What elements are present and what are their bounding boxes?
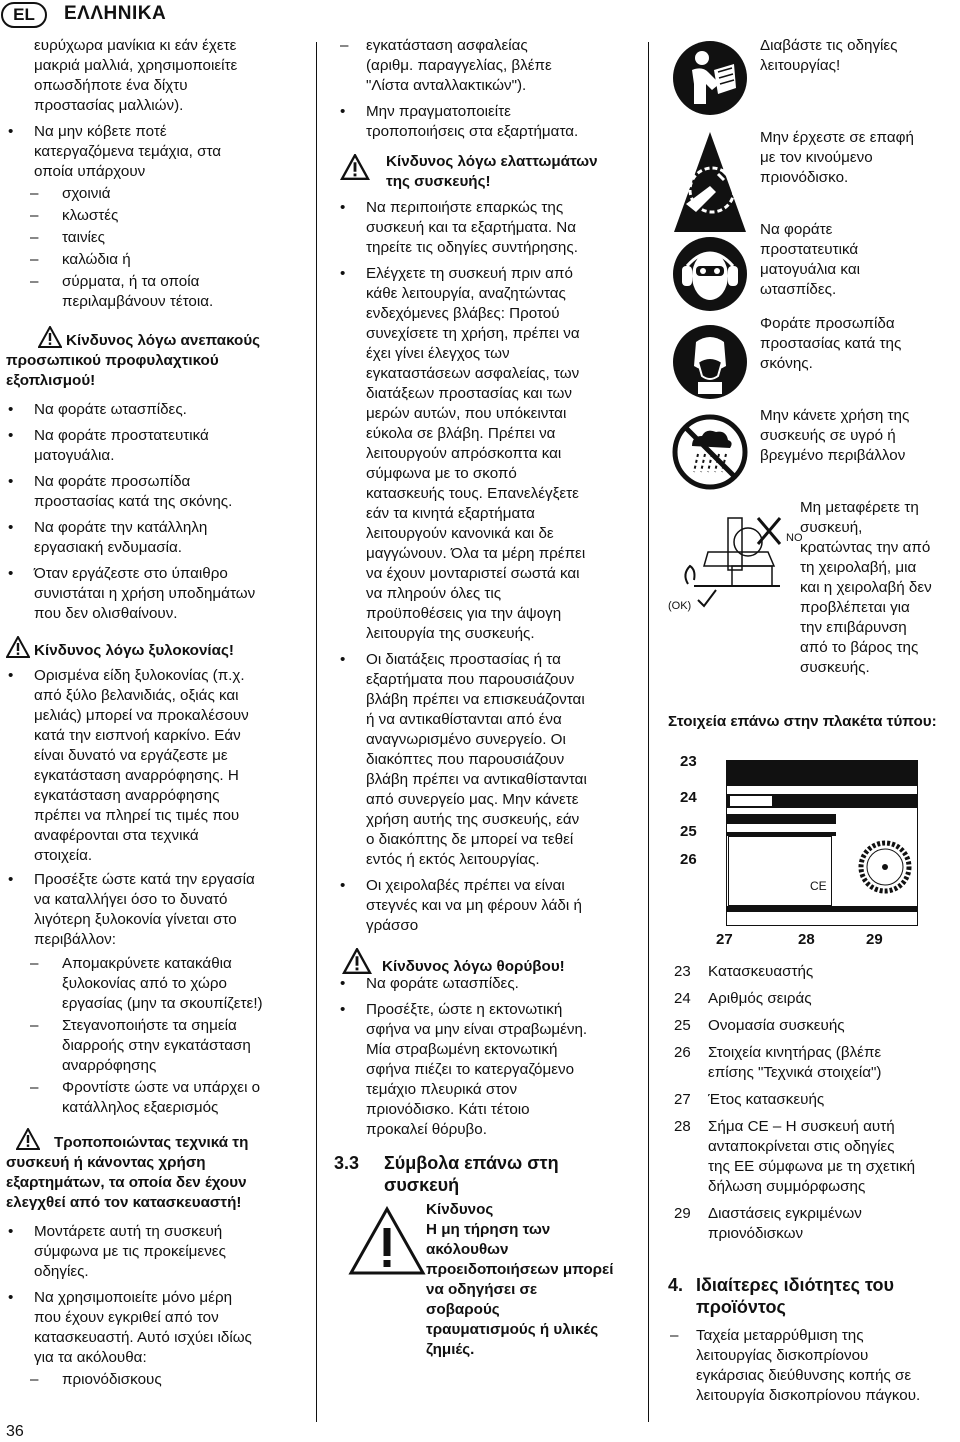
warning-ppe: Κίνδυνος λόγω ανεπακούς προσωπικού προφυλαχτικού εξοπλισμού! [6,326,260,391]
warning-defects: Κίνδυνος λόγω ελαττωμάτων της συσκευής! [338,152,598,192]
plate-num-27: 27 [716,931,733,948]
bullet-no-modification: • Μην πραγματοποιείτε τροποποιήσεις στα εξαρτήματα. [338,102,578,142]
warning-triangle-icon [342,948,372,974]
plate-num-24: 24 [680,789,697,806]
dust-mask-icon [672,324,748,400]
noise-list: • Να φοράτε ωτασπίδες. • Προσέξτε, ώστε η εκτονωτική σφήνα να μην είναι στραβωμένη. Μία στραβωμένη εκτονωτική σφήνα πιέζει το κατεργαζόμενο τεμάχιο πλευρικά στον πριονόδισκο. Κάτι τέτοιο προκαλεί θόρυβο. [338,974,587,1140]
blade-contact-icon [672,128,748,236]
symbol-goggles-text: Να φοράτε προστατευτικά ματογυάλια και ωτασπίδες. [760,221,860,298]
dust-bullet-2: • Προσέξτε ώστε κατά την εργασία να καταλλήγει όσο το δυνατό λιγότερη ξυλοκονία γίνεται στο περιβάλλον: – Απομακρύνετε κατακάθια ξυλοκονίας από το χώρο εργασίας (μην τα σκουπίζετε!) – Στεγανοποιήστε τα σημεία διαρροής στην εγκατάσταση αναρρόφησης – Φροντίστε ώστε να υπάρχει ο κατάλληλος εξαερισμός [6,870,263,1118]
section-4-dash: – Ταχεία μεταρρύθμιση της λειτουργίας δισκοπρίονου εγκάρσιας διεύθυνσης κοπής σε λειτουργία δισκοπρίονου πάγκου. [668,1326,920,1406]
ok-label: (OK) [668,600,692,612]
plate-num-25: 25 [680,823,697,840]
language-title: ΕΛΛΗΝΙΚΑ [64,3,167,24]
symbol-blade-text: Μην έρχεστε σε επαφή με τον κινούμενο πριονόδισκο. [760,129,914,186]
danger-triangle-icon [348,1206,426,1276]
read-manual-icon [672,40,748,116]
no-label: NO [786,532,803,544]
page-number: 36 [6,1423,24,1440]
defect-list: • Να περιποιήστε επαρκώς της συσκευή και τα εξαρτήματα. Να τηρείτε τις οδηγίες συντήρησης. • Ελέγχετε τη συσκευή πριν από κάθε λειτουργία, αναζητώντας ενδεχόμενες βλάβες: Προτού συνεχίσετε τη χρήση, πρέπει να έχει γίνει έλεγχος των εγκαταστάσεων ασφαλείας, των διατάξεων προστασίας και των μερών αυτών, που υπόκεινται εύκολα σε βλάβη. Πρέπει να λειτουργούν απρόσκοπτα και σύμφωνα με το σκοπό κατασκευής τους. Επανελέγξετε εάν τα κινητά εξαρτήματα λειτουργούν κανονικά και δε μαγγώνουν. Όλα τα μέρη πρέπει να έχουν μονταριστεί σωστά και να πληρούν όλες τις προϋποθέσεις για την άψογη λειτουργία της συσκευής. • Οι διατάξεις προστασίας ή τα εξαρτήματα που παρουσιάζουν βλάβη πρέπει να επισκευάζονται ή να αντικαθίστανται από ένα αναγνωρισμένο συνεργείο. Οι διακόπτες που παρουσιάζουν βλάβη πρέπει να αντικαθίστανται από συνεργείο μας. Μην κάνετε χρήση αυτής της συσκευής, εάν ο διακόπτης δε μπορεί να τεθεί εντός ή εκτός λειτουργίας. • Οι χειρολαβές πρέπει να είναι στεγνές και να μη φέρουν λάδι ή γράσσο [338,198,587,936]
warning-triangle-icon [6,636,30,658]
column-divider-2 [648,42,649,1422]
section-4-heading: 4. Ιδιαίτερες ιδιότητες του προϊόντος [668,1275,894,1317]
column-divider-1 [316,42,317,1422]
saw-blade-icon [858,840,912,894]
no-rain-icon [672,414,748,490]
plate-bar-manufacturer [726,760,918,786]
symbol-rain-text: Μην κάνετε χρήση της συσκευής σε υγρό ή βρεγμένο περιβάλλον [760,407,910,464]
carry-handle-icon [668,504,798,608]
page-header [0,0,960,30]
danger-notice: Κίνδυνος Η μη τήρηση των ακόλουθων προειδοποιήσεων μπορεί να οδηγήσει σε σοβαρούς τραυματισμούς ή υλικές ζημιές. [426,1201,614,1358]
goggles-earmuffs-icon [672,236,748,312]
language-badge: EL [1,2,47,28]
modification-list: • Μοντάρετε αυτή τη συσκευή σύμφωνα με τις προκείμενες οδηγίες. • Να χρησιμοποιείτε μόνο μέρη που έχουν εγκριθεί από τον κατασκευαστή. Αυτό ισχύει ιδίως για τα ακόλουθα: – πριονόδισκους [6,1222,252,1390]
plate-num-26: 26 [680,851,697,868]
plate-bar-name [726,814,836,824]
symbol-mask-text: Φοράτε προσωπίδα προστασίας κατά της σκόνης. [760,315,902,372]
symbol-read-text: Διαβάστε τις οδηγίες λειτουργίας! [760,37,898,74]
ce-mark: CE [810,879,827,893]
warning-triangle-icon [38,326,62,348]
warning-noise: Κίνδυνος λόγω θορύβου! [338,948,565,977]
warning-triangle-icon [16,1128,40,1150]
safety-device-dash: – εγκατάσταση ασφαλείας (αριθμ. παραγγελίας, βλέπε "Λίστα ανταλλακτικών"). [338,36,552,96]
bullet-cut: • Να μην κόβετε ποτέ κατεργαζόμενα τεμάχια, στα οποία υπάρχουν – σχοινιά – κλωστές – ταινίες – καλώδια ή – σύρματα, ή τα οποία περιλαμβάνουν τέτοια. [6,122,221,312]
warning-triangle-icon [340,154,370,180]
plate-num-23: 23 [680,753,697,770]
dust-bullet-1: • Ορισμένα είδη ξυλοκονίας (π.χ. από ξύλο βελανιδιάς, οξιάς και μελιάς) μπορεί να προκαλέσουν κατά την εισπνοή καρκίνο. Εάν είναι δυνατό να εργάζεστε με εγκατάσταση αναρρόφησης. Η εγκατάσταση αναρρόφησης πρέπει να πληρεί τις τιμές που αναφέρονται στα τεχνικά στοιχεία. [6,666,249,866]
symbol-carry-text: Μη μεταφέρετε τη συσκευή, κρατώντας την από τη χειρολαβή, μια και η χειρολαβή δεν προβλέπεται για την επιβάρυνση από το βάρος της συσκευής. [800,499,932,676]
plate-num-28: 28 [798,931,815,948]
ppe-list: • Να φοράτε ωτασπίδες. • Να φοράτε προστατευτικά ματογυάλια. • Να φοράτε προσωπίδα προστασίας κατά της σκόνης. • Να φοράτε την κατάλληλη εργασιακή ενδυμασία. • Όταν εργάζεστε στο ύπαιθρο συνιστάται η χρήση υποδημάτων που δεν ολισθαίνουν. [6,400,255,624]
plate-num-29: 29 [866,931,883,948]
section-3-3-heading: 3.3 Σύμβολα επάνω στη συσκευή [334,1153,559,1195]
intro-paragraph: ευρύχωρα μανίκια κι εάν έχετε μακριά μαλλιά, χρησιμοποιείτε οπωσδήποτε ένα δίχτυ προστασίας μαλλιών). [34,37,238,114]
warning-dust: Κίνδυνος λόγω ξυλοκονίας! [6,636,234,661]
rating-plate-title: Στοιχεία επάνω στην πλακέτα τύπου: [668,713,937,730]
warning-modification: Τροποποιώντας τεχνικά τη συσκευή ή κάνοντας χρήση εξαρτημάτων, τα οποία δεν έχουν ελεγχθεί από τον κατασκευαστή! [6,1128,248,1213]
